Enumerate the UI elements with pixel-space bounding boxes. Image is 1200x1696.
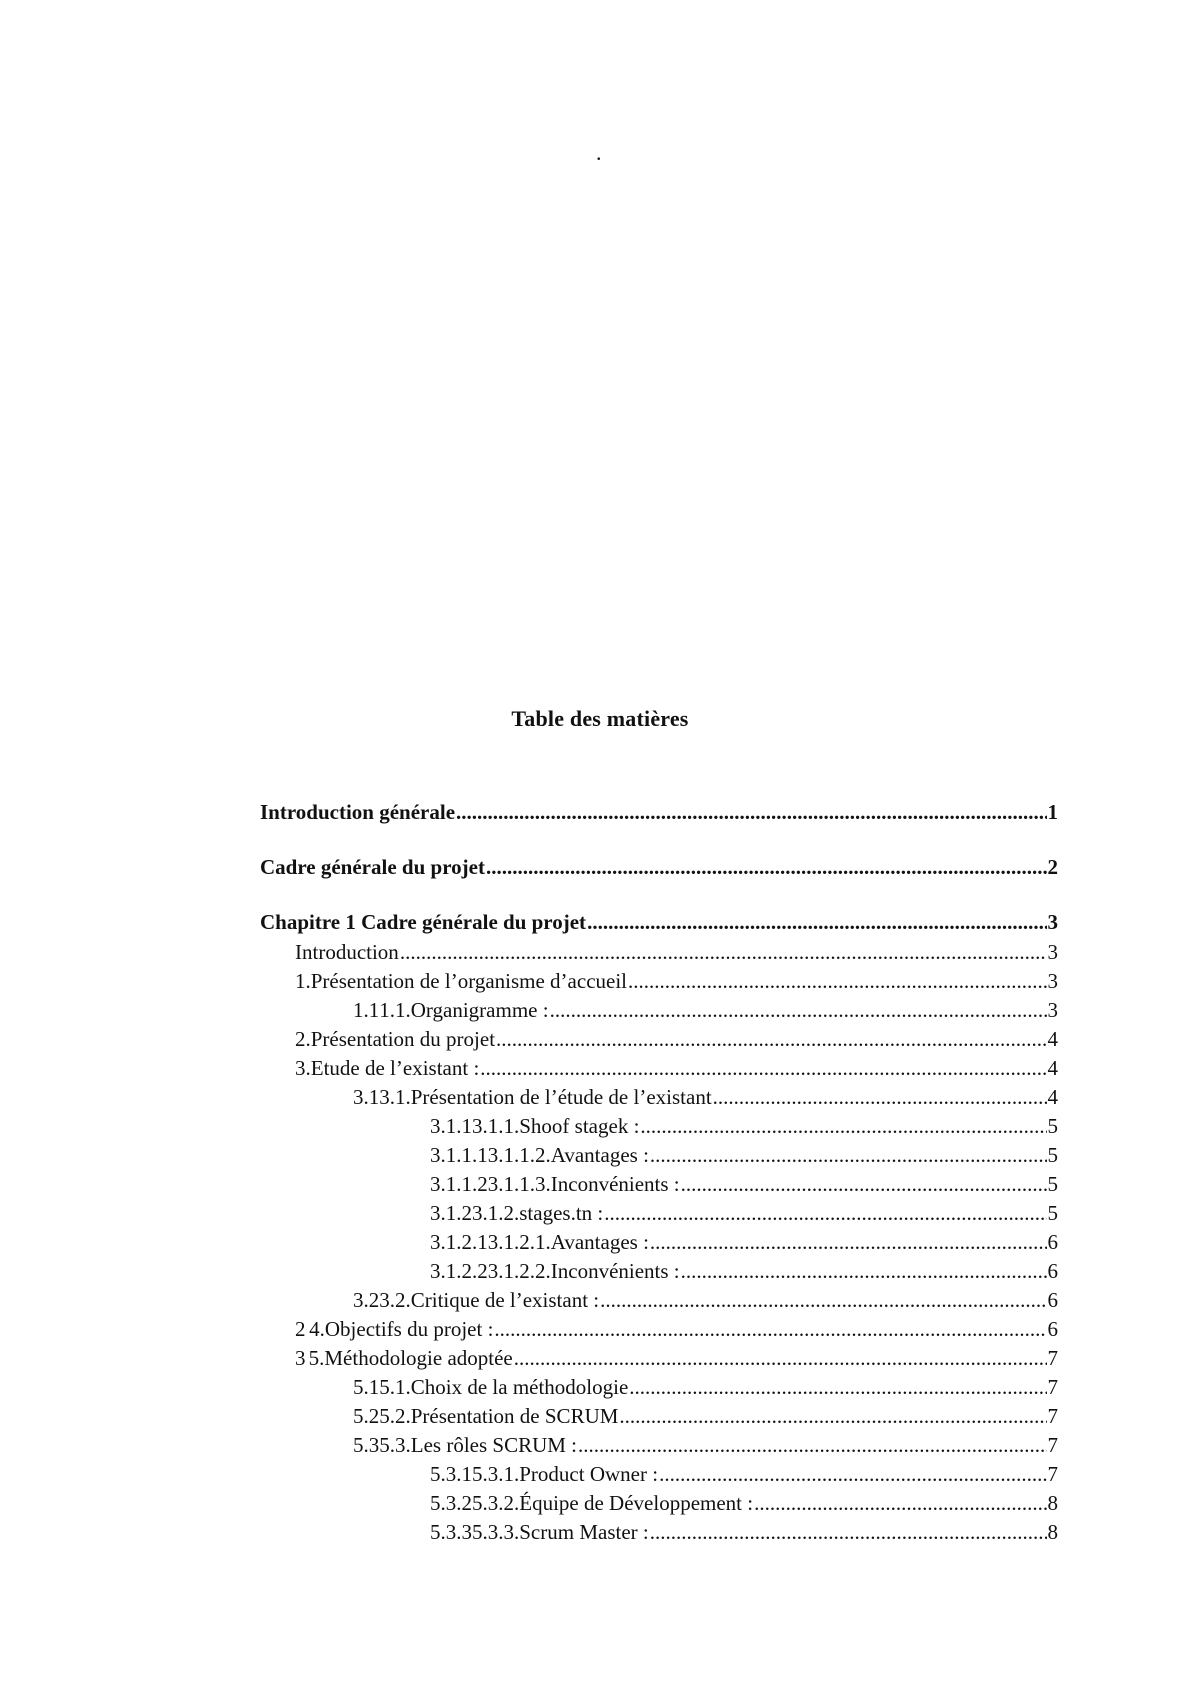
toc-entry-page: 7 bbox=[1047, 1346, 1058, 1370]
toc-entry-page: 5 bbox=[1047, 1143, 1058, 1167]
toc-entry-number: 3.1 bbox=[353, 1085, 380, 1109]
toc-entry[interactable] bbox=[430, 1520, 1058, 1545]
toc-entry-page: 7 bbox=[1047, 1433, 1058, 1457]
toc-entry-page: 3 bbox=[1047, 910, 1058, 934]
toc-entry-text: 1.1.Organigramme : bbox=[379, 998, 549, 1022]
toc-entry-page: 6 bbox=[1047, 1288, 1058, 1312]
toc-entry-text: 1.Présentation de l’organisme d’accueil bbox=[295, 969, 628, 993]
toc-entry-page: 7 bbox=[1047, 1375, 1058, 1399]
toc-leader bbox=[400, 940, 1047, 965]
toc-entry[interactable] bbox=[353, 1404, 1058, 1429]
toc-entry-page: 7 bbox=[1047, 1462, 1058, 1486]
toc-leader bbox=[604, 1201, 1046, 1226]
toc-entry-page: 4 bbox=[1047, 1056, 1058, 1080]
toc-entry-number: 1.1 bbox=[353, 998, 380, 1022]
toc-entry-page: 1 bbox=[1047, 800, 1058, 824]
toc-entry-text: 3.2.Critique de l’existant : bbox=[379, 1288, 600, 1312]
toc-entry-text: Introduction générale bbox=[260, 800, 456, 824]
toc-entry-number: 5.1 bbox=[353, 1375, 380, 1399]
toc-entry[interactable] bbox=[260, 800, 1058, 825]
toc-entry-number: 5.2 bbox=[353, 1404, 380, 1428]
toc-entry-text: 3.1.2.stages.tn : bbox=[472, 1201, 604, 1225]
toc-entry-text: 3.1.1.3.Inconvénients : bbox=[487, 1172, 680, 1196]
toc-entry[interactable] bbox=[430, 1462, 1058, 1487]
toc-entry-page: 8 bbox=[1047, 1520, 1058, 1544]
toc-leader bbox=[587, 910, 1046, 935]
toc-entry-page: 2 bbox=[1047, 855, 1058, 879]
toc-leader bbox=[629, 1375, 1046, 1400]
toc-entry[interactable] bbox=[353, 998, 1058, 1023]
toc-entry-text: 3.Etude de l’existant : bbox=[295, 1056, 480, 1080]
toc-entry-text: 4.Objectifs du projet : bbox=[309, 1317, 494, 1341]
toc-entry-number: 5.3.1 bbox=[430, 1462, 472, 1486]
toc-leader bbox=[496, 1027, 1046, 1052]
toc-entry[interactable] bbox=[295, 1346, 1058, 1371]
toc-leader bbox=[650, 1520, 1047, 1545]
toc-entry[interactable] bbox=[430, 1172, 1058, 1197]
toc-entry-page: 6 bbox=[1047, 1259, 1058, 1283]
toc-entry[interactable] bbox=[295, 1317, 1058, 1342]
toc-entry-text: 5.3.1.Product Owner : bbox=[472, 1462, 659, 1486]
toc-entry-page: 8 bbox=[1047, 1491, 1058, 1515]
toc-entry-number: 3.1.1 bbox=[430, 1114, 472, 1138]
toc-entry-number: 5.3.3 bbox=[430, 1520, 472, 1544]
toc-entry-number: 3.2 bbox=[353, 1288, 380, 1312]
toc-entry-text: Introduction bbox=[295, 940, 399, 964]
toc-entry-page: 5 bbox=[1047, 1114, 1058, 1138]
toc-entry-number: 3.1.2.2 bbox=[430, 1259, 488, 1283]
toc-entry-text: 3.1.1.2.Avantages : bbox=[487, 1143, 649, 1167]
toc-entry-text: 5.3.Les rôles SCRUM : bbox=[379, 1433, 578, 1457]
toc-entry-page: 4 bbox=[1047, 1027, 1058, 1051]
toc-leader bbox=[600, 1288, 1046, 1313]
toc-entry[interactable] bbox=[430, 1230, 1058, 1255]
toc-leader bbox=[681, 1172, 1047, 1197]
toc-entry-text: 3.1.Présentation de l’étude de l’existant bbox=[379, 1085, 712, 1109]
toc-entry[interactable] bbox=[260, 855, 1058, 880]
toc-entry-page: 6 bbox=[1047, 1230, 1058, 1254]
toc-leader bbox=[578, 1433, 1046, 1458]
toc-leader bbox=[480, 1056, 1046, 1081]
toc-leader bbox=[681, 1259, 1047, 1284]
toc-entry[interactable] bbox=[430, 1143, 1058, 1168]
toc-leader bbox=[640, 1114, 1046, 1139]
toc-title: Table des matières bbox=[511, 706, 689, 731]
toc-entry-text: 5.1.Choix de la méthodologie bbox=[379, 1375, 629, 1399]
toc-entry[interactable] bbox=[295, 1056, 1058, 1081]
toc-leader bbox=[628, 969, 1046, 994]
toc-leader bbox=[659, 1462, 1046, 1487]
toc-entry-number: 3.1.2.1 bbox=[430, 1230, 488, 1254]
toc-entry-text: 5.3.3.Scrum Master : bbox=[472, 1520, 649, 1544]
toc-entry-page: 5 bbox=[1047, 1172, 1058, 1196]
toc-leader bbox=[713, 1085, 1047, 1110]
toc-entry[interactable] bbox=[295, 1027, 1058, 1052]
toc-entry-page: 3 bbox=[1047, 998, 1058, 1022]
toc-entry-text: 5.3.2.Équipe de Développement : bbox=[472, 1491, 754, 1515]
toc-leader bbox=[486, 855, 1047, 880]
toc-entry-page: 4 bbox=[1047, 1085, 1058, 1109]
toc-entry-text: Cadre générale du projet bbox=[260, 855, 485, 879]
toc-entry[interactable] bbox=[430, 1114, 1058, 1139]
toc-entry[interactable] bbox=[353, 1375, 1058, 1400]
toc-entry-number: 5.3 bbox=[353, 1433, 380, 1457]
toc-leader bbox=[650, 1143, 1047, 1168]
toc-entry-text: 3.1.1.Shoof stagek : bbox=[472, 1114, 640, 1138]
toc-entry-page: 5 bbox=[1047, 1201, 1058, 1225]
toc-entry-number: 5.3.2 bbox=[430, 1491, 472, 1515]
toc-entry[interactable] bbox=[295, 940, 1058, 965]
toc-leader bbox=[514, 1346, 1047, 1371]
toc-entry[interactable] bbox=[353, 1085, 1058, 1110]
toc-leader bbox=[650, 1230, 1047, 1255]
toc-entry-number: 2 bbox=[295, 1317, 306, 1341]
toc-entry-page: 7 bbox=[1047, 1404, 1058, 1428]
toc-entry[interactable] bbox=[353, 1288, 1058, 1313]
page-dot: . bbox=[596, 140, 602, 165]
toc-entry-text: 5.Méthodologie adoptée bbox=[308, 1346, 513, 1370]
toc-leader bbox=[550, 998, 1047, 1023]
toc-entry-number: 3.1.2 bbox=[430, 1201, 472, 1225]
toc-entry[interactable] bbox=[430, 1201, 1058, 1226]
toc-entry[interactable] bbox=[295, 969, 1058, 994]
toc-entry-number: 3.1.1.2 bbox=[430, 1172, 488, 1196]
toc-entry[interactable] bbox=[260, 910, 1058, 935]
toc-entry-text: 2.Présentation du projet bbox=[295, 1027, 496, 1051]
toc-entry-text: 3.1.2.1.Avantages : bbox=[487, 1230, 649, 1254]
toc-entry-page: 6 bbox=[1047, 1317, 1058, 1341]
toc-entry[interactable] bbox=[430, 1259, 1058, 1284]
toc-entry-page: 3 bbox=[1047, 940, 1058, 964]
toc-entry[interactable] bbox=[353, 1433, 1058, 1458]
toc-entry-number: 3.1.1.1 bbox=[430, 1143, 488, 1167]
toc-entry[interactable] bbox=[430, 1491, 1058, 1516]
toc-entry-page: 3 bbox=[1047, 969, 1058, 993]
toc-entry-number: 3 bbox=[295, 1346, 306, 1370]
toc-leader bbox=[494, 1317, 1046, 1342]
toc-entry-text: Chapitre 1 Cadre générale du projet bbox=[260, 910, 587, 934]
toc-entry-text: 3.1.2.2.Inconvénients : bbox=[487, 1259, 680, 1283]
toc-entry-text: 5.2.Présentation de SCRUM bbox=[379, 1404, 619, 1428]
toc-leader bbox=[754, 1491, 1046, 1516]
toc-leader bbox=[619, 1404, 1046, 1429]
toc-leader bbox=[456, 800, 1046, 825]
